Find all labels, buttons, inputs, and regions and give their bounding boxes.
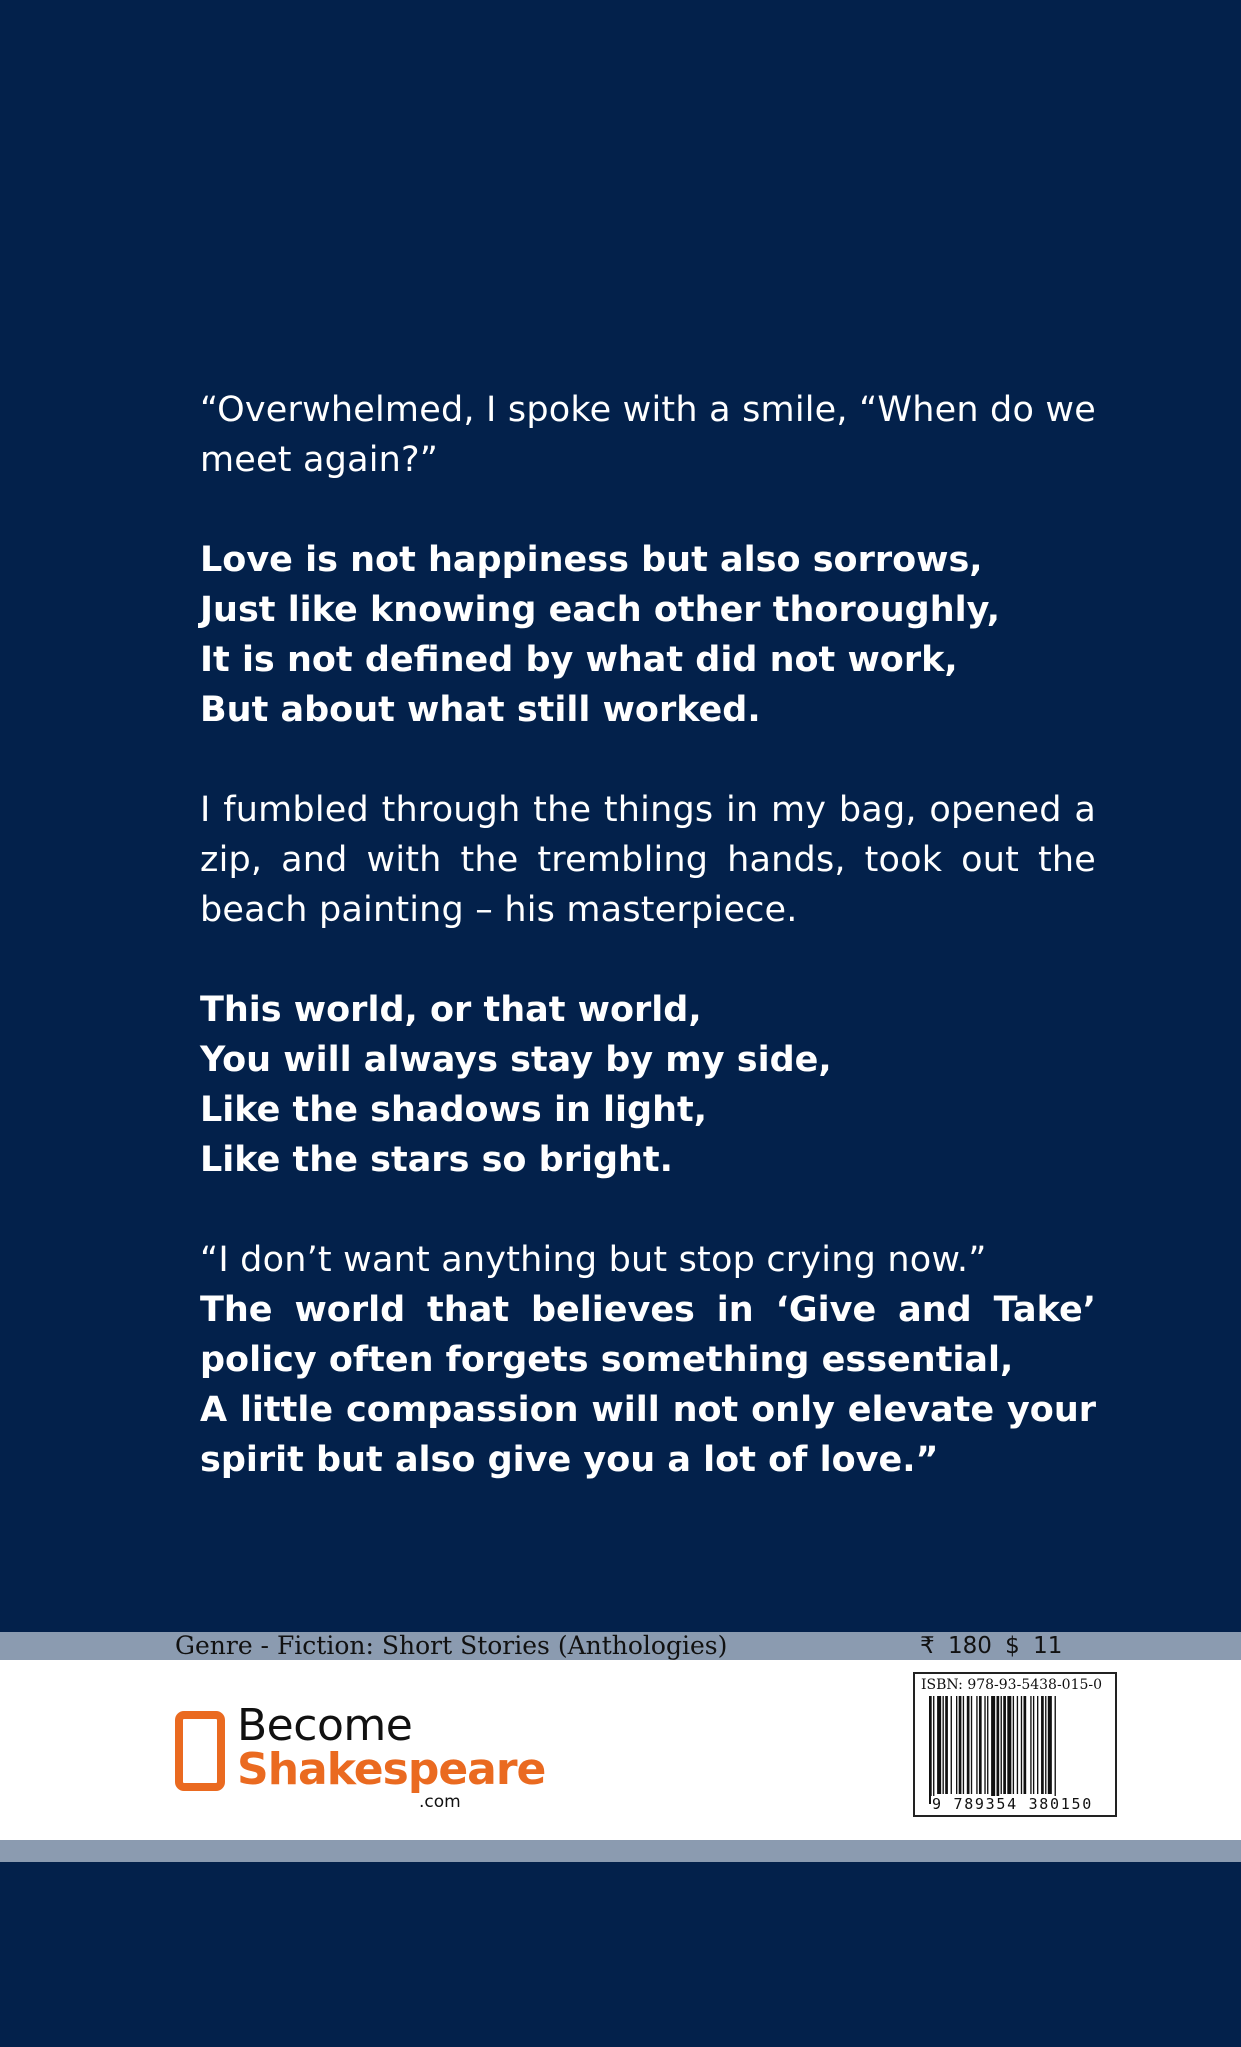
barcode-bar [971, 1696, 972, 1794]
logo-domain-suffix: .com [419, 1792, 461, 1812]
barcode-bar [1007, 1696, 1011, 1794]
barcode-bar [987, 1696, 988, 1794]
closing-line-1: The world that believes in ‘Give and Take’ policy often forgets something essential, [200, 1290, 1096, 1380]
barcode-bar [943, 1696, 944, 1794]
poem-line: Like the shadows in light, [200, 1090, 708, 1130]
barcode-bar [1017, 1696, 1018, 1794]
closing-block [200, 1235, 1096, 1485]
barcode-bar [1013, 1696, 1014, 1794]
poem-verse-1 [200, 535, 1096, 735]
bottom-band [0, 1840, 1241, 1862]
barcode-bar [963, 1696, 964, 1794]
price-label: ₹ 180 $ 11 [920, 1633, 1063, 1659]
barcode-bar [1045, 1696, 1046, 1794]
barcode-bar [984, 1696, 985, 1794]
barcode-bar [1024, 1696, 1027, 1794]
barcode-bar [959, 1696, 962, 1794]
passage-painting: I fumbled through the things in my bag, opened a zip, and with the trembling hands, took out the beach painting – his masterpiece. [200, 790, 1096, 930]
barcode-bar [997, 1696, 1000, 1804]
barcode-bar [1037, 1696, 1038, 1794]
barcode-bar [1041, 1696, 1044, 1794]
barcode-bar [967, 1696, 970, 1794]
poem-line: But about what still worked. [200, 690, 761, 730]
barcode-bar [979, 1696, 982, 1794]
barcode-bar [976, 1696, 977, 1794]
poem-line: Love is not happiness but also sorrows, [200, 540, 983, 580]
barcode-bar [991, 1696, 995, 1804]
barcode-bar [1001, 1696, 1002, 1794]
poem-line: This world, or that world, [200, 990, 702, 1030]
poem-line: Like the stars so bright. [200, 1140, 673, 1180]
barcode-bar [1003, 1696, 1006, 1794]
poem-line: It is not defined by what did not work, [200, 640, 958, 680]
publisher-logo [175, 1700, 555, 1818]
barcode-bar [951, 1696, 952, 1794]
barcode-bars-icon [929, 1696, 1105, 1804]
barcode-bar [1055, 1696, 1056, 1804]
barcode-number: 9 789354 380150 [932, 1795, 1093, 1813]
poem-line: Just like knowing each other thoroughly, [200, 590, 1001, 630]
barcode-bar [945, 1696, 948, 1794]
blurb-text [200, 385, 1096, 1485]
poem-verse-2 [200, 985, 1096, 1185]
barcode-bar [1030, 1696, 1031, 1794]
logo-word-become: Become [237, 1700, 413, 1751]
barcode-bar [933, 1696, 934, 1804]
genre-label: Genre - Fiction: Short Stories (Anthologies) [175, 1631, 728, 1660]
barcode-bar [937, 1696, 941, 1794]
logo-frame-icon [175, 1711, 225, 1791]
poem-line: You will always stay by my side, [200, 1040, 832, 1080]
isbn-label: ISBN: 978-93-5438-015-0 [921, 1677, 1103, 1693]
barcode-bar [1033, 1696, 1034, 1794]
isbn-barcode [913, 1672, 1117, 1817]
passage-opening: “Overwhelmed, I spoke with a smile, “When do we meet again?” [200, 390, 1096, 480]
barcode-bar [956, 1696, 957, 1794]
logo-word-shakespeare: Shakespeare [237, 1744, 546, 1795]
passage-crying: “I don’t want anything but stop crying now.” [200, 1240, 987, 1280]
barcode-bar [929, 1696, 932, 1804]
barcode-bar [1021, 1696, 1022, 1794]
closing-line-2: A little compassion will not only elevate your spirit but also give you a lot of love.” [200, 1390, 1096, 1480]
barcode-bar [1048, 1696, 1052, 1794]
